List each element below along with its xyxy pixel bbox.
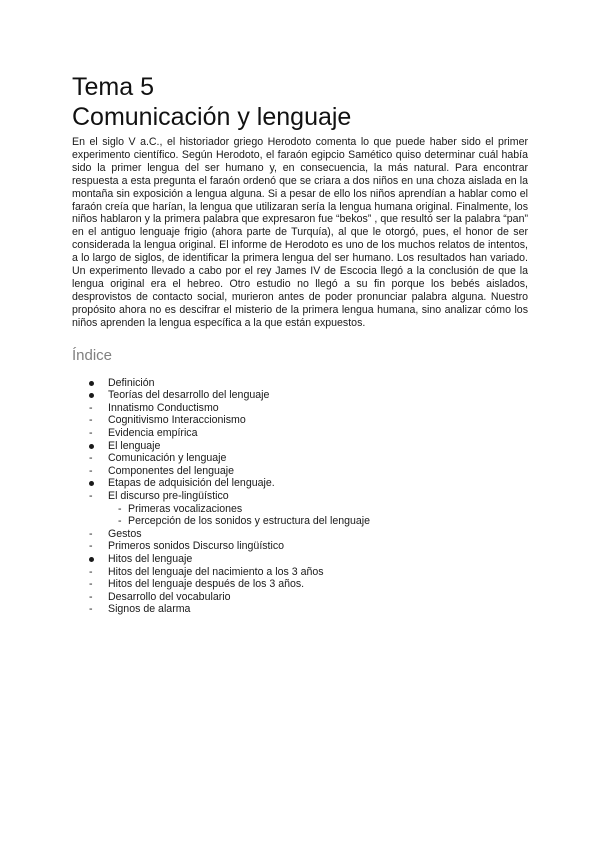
index-list (72, 377, 528, 616)
index-item-label: Hitos del lenguaje (108, 552, 193, 565)
dash-marker: - (89, 452, 93, 465)
dash-marker: - (89, 426, 93, 439)
bullet-dot-icon (89, 481, 94, 486)
index-item-label: Innatismo Conductismo (108, 401, 219, 414)
index-item (72, 578, 528, 591)
page-title: Comunicación y lenguaje (72, 103, 352, 131)
index-item-label: Etapas de adquisición del lenguaje. (108, 477, 275, 490)
dash-marker: - (89, 540, 93, 553)
index-item (72, 490, 528, 503)
bullet-icon (89, 389, 101, 402)
index-item (72, 414, 528, 427)
index-item-label: El lenguaje (108, 439, 161, 452)
dash-marker: - (89, 578, 93, 591)
index-item-label: El discurso pre-lingüístico (108, 489, 229, 502)
dash-marker: - (89, 603, 93, 616)
index-heading: Índice (72, 346, 113, 364)
index-item-label: Hitos del lenguaje después de los 3 años. (108, 578, 305, 591)
dash-marker: - (89, 590, 93, 603)
dash-marker: - (118, 502, 122, 515)
index-item-label: Percepción de los sonidos y estructura del lenguaje (128, 515, 371, 528)
index-item-label: Definición (108, 376, 155, 389)
index-item (72, 377, 528, 390)
index-item (72, 553, 528, 566)
bullet-icon (89, 553, 101, 566)
bullet-dot-icon (89, 381, 94, 386)
index-item-label: Gestos (108, 527, 142, 540)
index-item (72, 503, 528, 516)
index-item-label: Signos de alarma (108, 603, 191, 616)
dash-marker: - (89, 527, 93, 540)
bullet-dot-icon (89, 557, 94, 562)
index-item (72, 566, 528, 579)
index-item (72, 452, 528, 465)
index-item (72, 402, 528, 415)
bullet-icon (89, 377, 101, 390)
index-item (72, 427, 528, 440)
index-item (72, 540, 528, 553)
index-item (72, 515, 528, 528)
index-item-label: Evidencia empírica (108, 426, 198, 439)
index-item-label: Componentes del lenguaje (108, 464, 235, 477)
bullet-icon (89, 477, 101, 490)
topic-number-title: Tema 5 (72, 73, 154, 101)
index-item (72, 440, 528, 453)
index-item (72, 591, 528, 604)
index-item-label: Primeros sonidos Discurso lingüístico (108, 540, 285, 553)
bullet-dot-icon (89, 444, 94, 449)
dash-marker: - (89, 414, 93, 427)
index-item-label: Cognitivismo Interaccionismo (108, 414, 246, 427)
index-item (72, 465, 528, 478)
bullet-icon (89, 440, 101, 453)
document-page (72, 72, 528, 616)
index-item-label: Hitos del lenguaje del nacimiento a los 3 años (108, 565, 324, 578)
index-item (72, 477, 528, 490)
dash-marker: - (89, 464, 93, 477)
intro-paragraph: En el siglo V a.C., el historiador griego Herodoto comenta lo que puede haber sido el primer experimento científico. Según Herodoto, el faraón egipcio Samético quiso determinar cuál había sido la primer lengua del ser humano y, en consecuencia, la más natural. Para encontrar respuesta a esta pregunta el faraón ordenó que se criara a dos niños en una choza aislada en la montaña sin exposición a lengua alguna. Si a pesar de ello los niños aprendían a hablar como el faraón creía que harían, la lengua que utilizaran sería la lengua humana original. Finalmente, los niños hablaron y la primera palabra que expresaron fue “bekos” , que resultó ser la palabra “pan” en el antiguo lenguaje frigio (ahora parte de Turquía), al que le otorgó, pues, el honor de ser considerada la lengua original. El informe de Herodoto es uno de los muchos relatos de intentos, a lo largo de siglos, de identificar la primera lengua del ser humano. Los resultados han variado. Un experimento llevado a cabo por el rey James IV de Escocia llegó a la conclusión de que la lengua original era el hebreo. Otro estudio no llegó a su fin porque los bebés aislados, desprovistos de contacto social, murieron antes de poder pronunciar palabra alguna. Nuestro propósito ahora no es descifrar el misterio de la primera lengua humana, sino analizar cómo los niños aprenden la lengua específica a la que están expuestos. (72, 136, 528, 329)
dash-marker: - (89, 401, 93, 414)
dash-marker: - (89, 489, 93, 502)
index-item (72, 603, 528, 616)
index-item-label: Teorías del desarrollo del lenguaje (108, 389, 270, 402)
index-item (72, 389, 528, 402)
index-item-label: Desarrollo del vocabulario (108, 590, 231, 603)
dash-marker: - (118, 515, 122, 528)
index-item-label: Comunicación y lenguaje (108, 452, 227, 465)
index-item-label: Primeras vocalizaciones (128, 502, 243, 515)
dash-marker: - (89, 565, 93, 578)
index-item (72, 528, 528, 541)
bullet-dot-icon (89, 393, 94, 398)
